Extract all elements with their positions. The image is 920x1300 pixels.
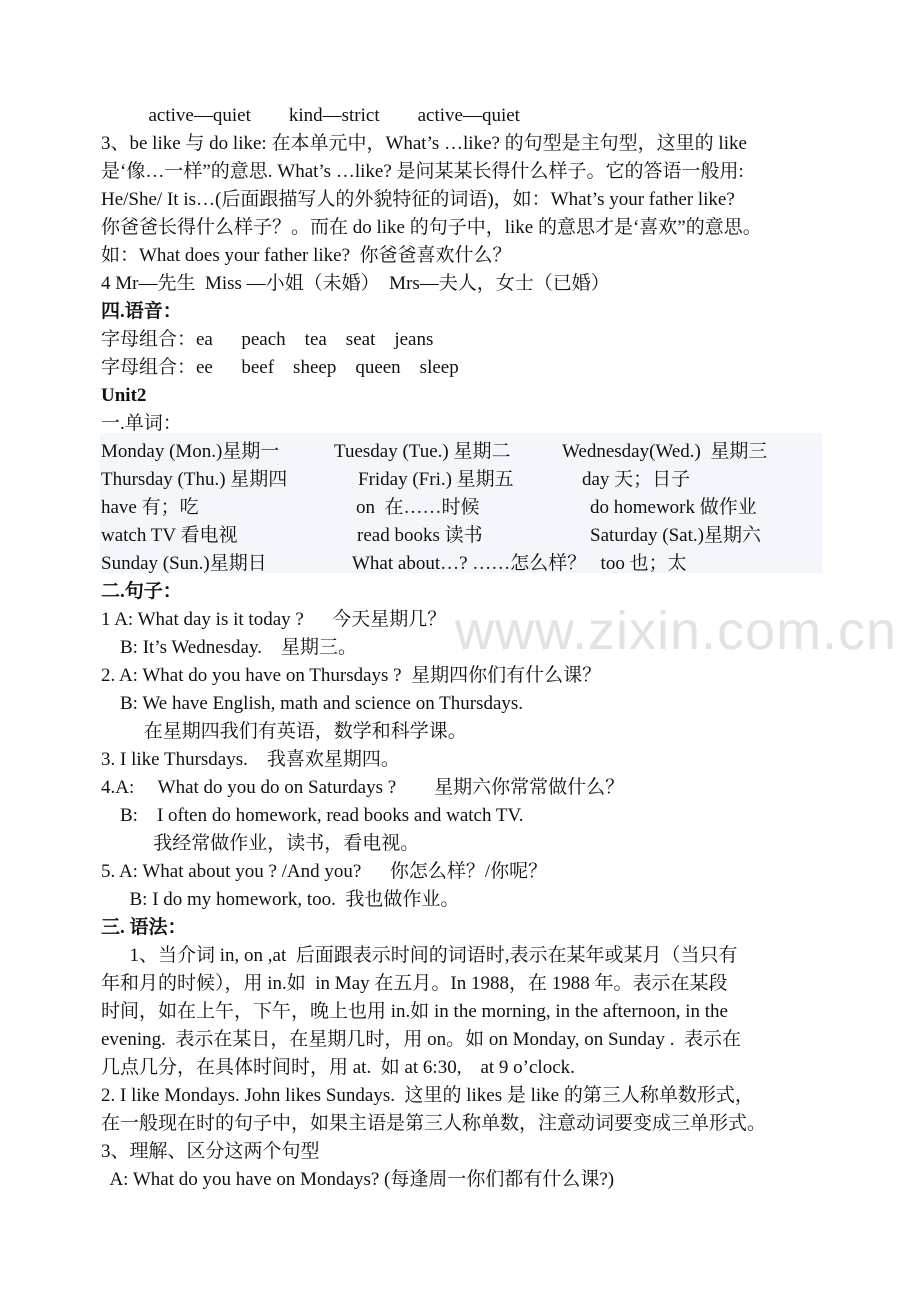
vocab-cell: Wednesday(Wed.) 星期三 <box>562 441 768 462</box>
text-line: A: What do you have on Mondays? (每逢周一你们都有什么课?) <box>101 1169 615 1190</box>
section-heading-grammar: 三. 语法： <box>101 917 187 938</box>
text-line: 你爸爸长得什么样子？。而在 do like 的句子中，like 的意思才是‘喜欢”的意思。 <box>101 217 762 238</box>
text-line: 2. A: What do you have on Thursdays ? 星期四你们有什么课？ <box>101 665 602 686</box>
text-line: 3、be like 与 do like: 在本单元中，What’s …like? 的句型是主句型，这里的 like <box>101 133 747 154</box>
text-line: 如：What does your father like? 你爸爸喜欢什么？ <box>101 245 512 266</box>
text-line: 年和月的时候），用 in.如 in May 在五月。In 1988，在 1988 年。表示在某段 <box>101 973 728 994</box>
watermark-text: www.zixin.com.cn <box>455 601 898 661</box>
text-line: 几点几分，在具体时间时，用 at. 如 at 6:30, at 9 o’clock. <box>101 1057 575 1078</box>
text-line: B: I often do homework, read books and watch TV. <box>101 805 524 826</box>
section-heading-vocab: 一.单词： <box>101 413 182 434</box>
vocab-cell: have 有；吃 <box>101 497 199 518</box>
section-heading-sentences: 二.句子： <box>101 581 182 602</box>
unit-title: Unit2 <box>101 385 147 406</box>
section-heading-pronunciation: 四.语音： <box>101 301 182 322</box>
text-line: B: I do my homework, too. 我也做作业。 <box>101 889 460 910</box>
text-line: 4.A: What do you do on Saturdays ? 星期六你常常做什么？ <box>101 777 625 798</box>
text-line: active—quiet kind—strict active—quiet <box>101 105 520 126</box>
text-line: 时间，如在上午，下午，晚上也用 in.如 in the morning, in the afternoon, in the <box>101 1001 728 1022</box>
vocab-cell: watch TV 看电视 <box>101 525 238 546</box>
vocab-cell: Friday (Fri.) 星期五 <box>358 469 514 490</box>
text-line: 字母组合：ee beef sheep queen sleep <box>101 357 459 378</box>
vocab-cell: Sunday (Sun.)星期日 <box>101 553 267 574</box>
vocab-cell: day 天；日子 <box>582 469 691 490</box>
text-line: 是‘像…一样”的意思. What’s …like? 是问某某长得什么样子。它的答语一般用: <box>101 161 744 182</box>
text-line: B: It’s Wednesday. 星期三。 <box>101 637 358 658</box>
vocab-cell: Saturday (Sat.)星期六 <box>590 525 761 546</box>
vocab-cell: What about…? ……怎么样？ too 也；太 <box>352 553 687 574</box>
vocab-cell: do homework 做作业 <box>590 497 757 518</box>
text-line: He/She/ It is…(后面跟描写人的外貌特征的词语)，如：What’s your father like? <box>101 189 735 210</box>
text-line: 在一般现在时的句子中，如果主语是第三人称单数，注意动词要变成三单形式。 <box>101 1113 767 1134</box>
vocab-cell: Thursday (Thu.) 星期四 <box>101 469 288 490</box>
text-line: B: We have English, math and science on Thursdays. <box>101 693 524 714</box>
text-line: 我经常做作业，读书，看电视。 <box>101 833 420 854</box>
text-line: 3、理解、区分这两个句型 <box>101 1141 320 1162</box>
text-line: 字母组合：ea peach tea seat jeans <box>101 329 434 350</box>
text-line: 5. A: What about you ? /And you? 你怎么样？/你呢？ <box>101 861 548 882</box>
text-line: 3. I like Thursdays. 我喜欢星期四。 <box>101 749 400 770</box>
text-line: 4 Mr—先生 Miss —小姐（未婚） Mrs—夫人，女士（已婚） <box>101 273 610 294</box>
text-line: evening. 表示在某日，在星期几时，用 on。如 on Monday, on Sunday . 表示在 <box>101 1029 741 1050</box>
vocab-cell: Monday (Mon.)星期一 <box>101 441 280 462</box>
vocab-cell: read books 读书 <box>357 525 483 546</box>
text-line: 1 A: What day is it today ? 今天星期几？ <box>101 609 447 630</box>
text-line: 2. I like Mondays. John likes Sundays. 这里的 likes 是 like 的第三人称单数形式， <box>101 1085 754 1106</box>
vocab-cell: on 在……时候 <box>356 497 480 518</box>
vocab-cell: Tuesday (Tue.) 星期二 <box>334 441 511 462</box>
text-line: 1、当介词 in, on ,at 后面跟表示时间的词语时,表示在某年或某月（当只有 <box>101 945 738 966</box>
text-line: 在星期四我们有英语，数学和科学课。 <box>101 721 467 742</box>
